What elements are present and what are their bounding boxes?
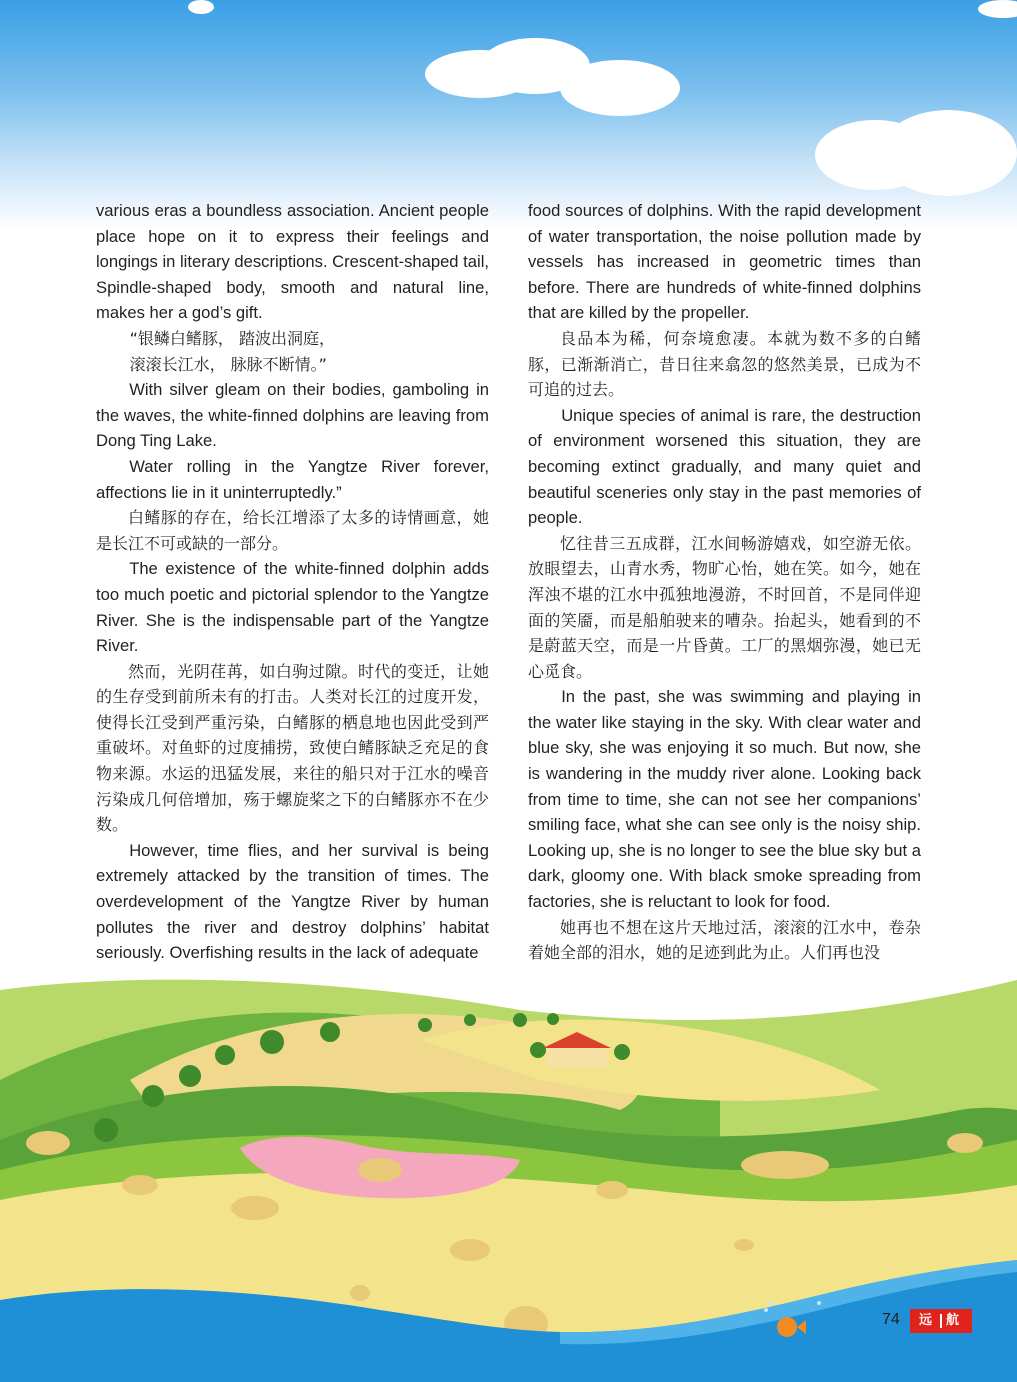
paragraph: However, time flies, and her survival is being extremely attacked by the transition of times. The overdevelopment of the Yangtze River by human pollutes the river and destroy dolphins’ habitat seriously. Overfishing results in the lack of adequate <box>96 840 489 963</box>
paragraph: In the past, she was swimming and playing in the water like staying in the sky. With clear water and blue sky, she was enjoying it so much. But now, she is wandering in the muddy river alone. Looking back from time to time, she can not see her companions’ smiling face, what she can see only is the noisy ship. Looking up, she is no longer to see the blue sky but a dark, gloomy one. With black smoke spreading from factories, she is reluctant to look for food. <box>528 687 921 912</box>
tree <box>513 1013 527 1027</box>
sand-spot <box>741 1151 829 1179</box>
cloud <box>978 0 1017 18</box>
tree <box>530 1042 546 1058</box>
paragraph: 良品本为稀，何奈境愈凄。本就为数不多的白鳍豚，已渐渐消亡，昔日往来翕忽的悠然美景，已成为不可追的过去。 <box>528 328 921 400</box>
landscape-illustration <box>0 960 1017 1382</box>
right-text-column <box>528 198 921 966</box>
tree <box>215 1045 235 1065</box>
tree <box>418 1018 432 1032</box>
left-text-column <box>96 198 489 966</box>
tree <box>260 1030 284 1054</box>
poem-line: “银鳞白鳍豚， 踏波出洞庭， <box>129 328 335 348</box>
bubble <box>817 1301 821 1305</box>
sand-spot <box>596 1181 628 1199</box>
bubble <box>764 1308 768 1312</box>
magazine-char: 远 <box>918 1313 936 1328</box>
sky-background <box>0 0 1017 230</box>
tree <box>94 1118 118 1142</box>
sand-spot <box>26 1131 70 1155</box>
paragraph: 她再也不想在这片天地过活，滚滚的江水中，卷杂着她全部的泪水，她的足迹到此为止。人们再也没 <box>528 917 921 963</box>
tree <box>142 1085 164 1107</box>
page-number: 74 <box>882 1311 900 1328</box>
tree <box>547 1013 559 1025</box>
fish-icon <box>777 1317 797 1337</box>
sand-spot <box>231 1196 279 1220</box>
paragraph: Unique species of animal is rare, the destruction of environment worsened this situation, they are becoming extinct gradually, and many quiet and beautiful sceneries only stay in the past memories of people. <box>528 405 921 528</box>
paragraph: 白鳍豚的存在，给长江增添了太多的诗情画意，她是长江不可或缺的一部分。 <box>96 508 489 553</box>
paragraph: The existence of the white-finned dolphin adds too much poetic and pictorial splendor to the Yangtze River. She is the indispensable part of the Yangtze River. <box>96 559 489 656</box>
sand-spot <box>947 1133 983 1153</box>
magazine-badge <box>910 1309 972 1333</box>
sand-spot <box>734 1239 754 1251</box>
tree <box>179 1065 201 1087</box>
magazine-char: 航 <box>946 1313 964 1328</box>
bubble <box>769 1301 773 1305</box>
tree <box>614 1044 630 1060</box>
sand-spot <box>122 1175 158 1195</box>
paragraph: 然而，光阴荏苒，如白驹过隙。时代的变迁，让她的生存受到前所未有的打击。人类对长江的过度开发，使得长江受到严重污染，白鳍豚的栖息地也因此受到严重破坏。对鱼虾的过度捕捞，致使白鳍豚缺乏充足的食物来源。水运的迅猛发展，来往的船只对于江水的噪音污染成几何倍增加，殇于螺旋桨之下的白鳍豚亦不在少数。 <box>96 661 489 835</box>
tree <box>464 1014 476 1026</box>
paragraph: With silver gleam on their bodies, gamboling in the waves, the white-finned dolphins are leaving from Dong Ting Lake. <box>96 380 489 451</box>
sand-spot <box>350 1285 370 1301</box>
paragraph: various eras a boundless association. Ancient people place hope on it to express their feelings and longings in literary descriptions. Crescent-shaped tail, Spindle-shaped body, smooth and natural line, makes her a god’s gift. <box>96 201 489 323</box>
cloud <box>188 0 214 14</box>
paragraph: 忆往昔三五成群，江水间畅游嬉戏，如空游无依。放眼望去，山青水秀，物旷心怡，她在笑。如今，她在浑浊不堪的江水中孤独地漫游，不时回首，不是同伴迎面的笑靥，而是船舶驶来的嘈杂。抬起头，她看到的不是蔚蓝天空，而是一片昏黄。工厂的黑烟弥漫，她已无心觅食。 <box>528 533 921 681</box>
paragraph: Water rolling in the Yangtze River forever, affections lie in it uninterruptedly.” <box>96 456 489 502</box>
poem-line: 滚滚长江水， 脉脉不断情。” <box>129 354 327 374</box>
sand-spot <box>358 1158 402 1182</box>
paragraph: food sources of dolphins. With the rapid development of water transportation, the noise pollution made by vessels has increased in geometric times than before. There are hundreds of white-finned dolphins that are killed by the propeller. <box>528 201 921 323</box>
tree <box>320 1022 340 1042</box>
cloud <box>560 60 680 116</box>
cloud <box>880 110 1017 196</box>
sand-spot <box>450 1239 490 1261</box>
badge-divider <box>940 1314 942 1328</box>
farmhouse <box>547 1046 607 1068</box>
